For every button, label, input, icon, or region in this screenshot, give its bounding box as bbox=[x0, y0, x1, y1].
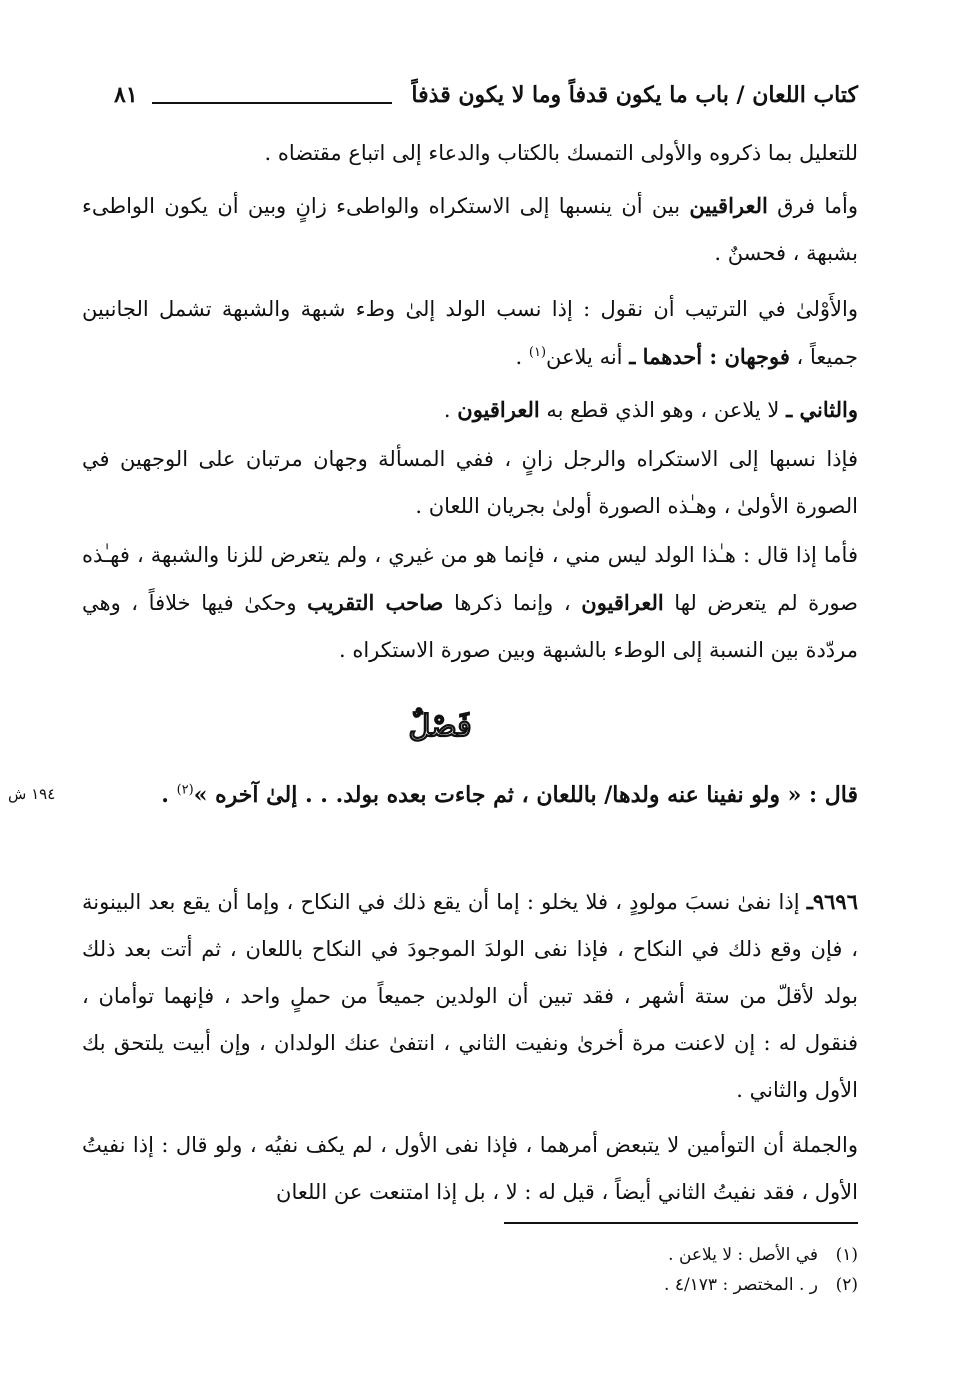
header-title: كتاب اللعان / باب ما يكون قدفاً وما لا يكون قذفاً bbox=[411, 82, 858, 108]
text-run: أنه يلاعن bbox=[546, 345, 630, 369]
quoted-statement bbox=[82, 775, 858, 815]
text-run: فأما إذا قال : هـٰذا الولد ليس مني ، فإنما هو من غيري ، ولم يتعرض للزنا والشبهة ، فهـٰذه صورة لم يتعرض لها bbox=[82, 543, 859, 615]
text-run: وحكىٰ فيها خلافاً ، وهي مردّدة بين النسبة إلى الوطء بالشبهة وبين صورة الاستكراه . bbox=[82, 591, 858, 662]
bold-term: والثاني ـ bbox=[786, 397, 858, 422]
paragraph-4 bbox=[82, 386, 858, 434]
bold-term: العراقيون bbox=[581, 590, 664, 615]
paragraph-8: والجملة أن التوأمين لا يتبعض أمرهما ، فإذا نفى الأول ، لم يكف نفيُه ، ولو قال : إذا نفيتُ الأول ، فقد نفيتُ الثاني أيضاً ، قيل له : لا ، بل إذا امتنعت عن اللعان bbox=[82, 1133, 858, 1204]
footnote-ref-1: (١) bbox=[528, 345, 547, 360]
footnote-rule bbox=[504, 1222, 858, 1224]
paragraph-1: للتعليل بما ذكروه والأولى التمسك بالكتاب والدعاء إلى اتباع مقتضاه . bbox=[264, 141, 858, 165]
text-run: والأَوْلىٰ في الترتيب أن نقول : إذا نسب الولد إلىٰ وطء شبهة والشبهة تشمل الجانبين جميعاً ، bbox=[82, 297, 858, 369]
paragraph-2 bbox=[82, 182, 858, 277]
text-run: . bbox=[515, 345, 529, 369]
paragraph-number: ٩٦٩٦ـ bbox=[806, 889, 858, 914]
text-run: إذا نفىٰ نسبَ مولودٍ ، فلا يخلو : إما أن يقع ذلك في النكاح ، وإما أن يقع بعد البينونة ، فإن وقع ذلك في النكاح ، فإذا نفى الولدَ الموجودَ في النكاح باللعان ، ثم أتت بعد ذلك بولد لأقلّ من ستة أشهر ، فقد تبين أن الولدين جميعاً من حملٍ واحد ، فإنهما توأمان ، فنقول له : إن لاعنت مرة أخرىٰ ونفيت الثاني ، انتفىٰ عنك الولدان ، وإن أبيت يلتحق بك الأول والثاني . bbox=[82, 890, 858, 1102]
bold-term: العراقيون bbox=[457, 397, 540, 422]
text-run: ، وإنما ذكرها bbox=[443, 591, 582, 615]
bold-term: صاحب التقريب bbox=[307, 590, 444, 615]
bold-term: العراقيين bbox=[689, 193, 768, 218]
header-rule bbox=[152, 102, 392, 104]
text-run: وأما فرق bbox=[767, 194, 858, 218]
footnote-2 bbox=[500, 1270, 858, 1300]
paragraph-6 bbox=[82, 532, 858, 674]
footnote-text: ر . المختصر : ٤/١٧٣ . bbox=[664, 1275, 818, 1295]
margin-note: ١٩٤ ش bbox=[8, 785, 56, 803]
text-run: . bbox=[443, 398, 458, 422]
paragraph-3 bbox=[82, 286, 858, 381]
quote-text: قال : « ولو نفينا عنه ولدها/ باللعان ، ثم جاءت بعده بولد. . . إلىٰ آخره » bbox=[193, 782, 858, 808]
running-header bbox=[100, 82, 858, 122]
paragraph-7 bbox=[82, 878, 858, 1114]
text-run: . bbox=[161, 782, 177, 808]
bold-term: فوجهان : أحدهما ـ bbox=[629, 344, 790, 369]
text-run: لا يلاعن ، وهو الذي قطع به bbox=[539, 398, 787, 422]
paragraph-5: فإذا نسبها إلى الاستكراه والرجل زانٍ ، ففي المسألة وجهان مرتبان على الوجهين في الصورة الأولىٰ ، وهـٰذه الصورة أولىٰ بجريان اللعان . bbox=[82, 447, 858, 518]
text-run: بين أن ينسبها إلى الاستكراه والواطىء زانٍ وبين أن يكون الواطىء بشبهة ، فحسنٌ . bbox=[82, 194, 858, 265]
fasl-heading: فَصْلٌ bbox=[408, 709, 472, 744]
footnote-number: (٢) bbox=[835, 1275, 858, 1295]
page-number: ٨١ bbox=[114, 82, 138, 108]
footnote-text: في الأصل : لا يلاعن . bbox=[668, 1245, 818, 1265]
footnote-1 bbox=[500, 1240, 858, 1270]
footnotes bbox=[500, 1240, 858, 1300]
footnote-number: (١) bbox=[835, 1245, 858, 1265]
fasl-ornament bbox=[400, 702, 480, 752]
footnote-ref-2: (٢) bbox=[176, 782, 194, 798]
